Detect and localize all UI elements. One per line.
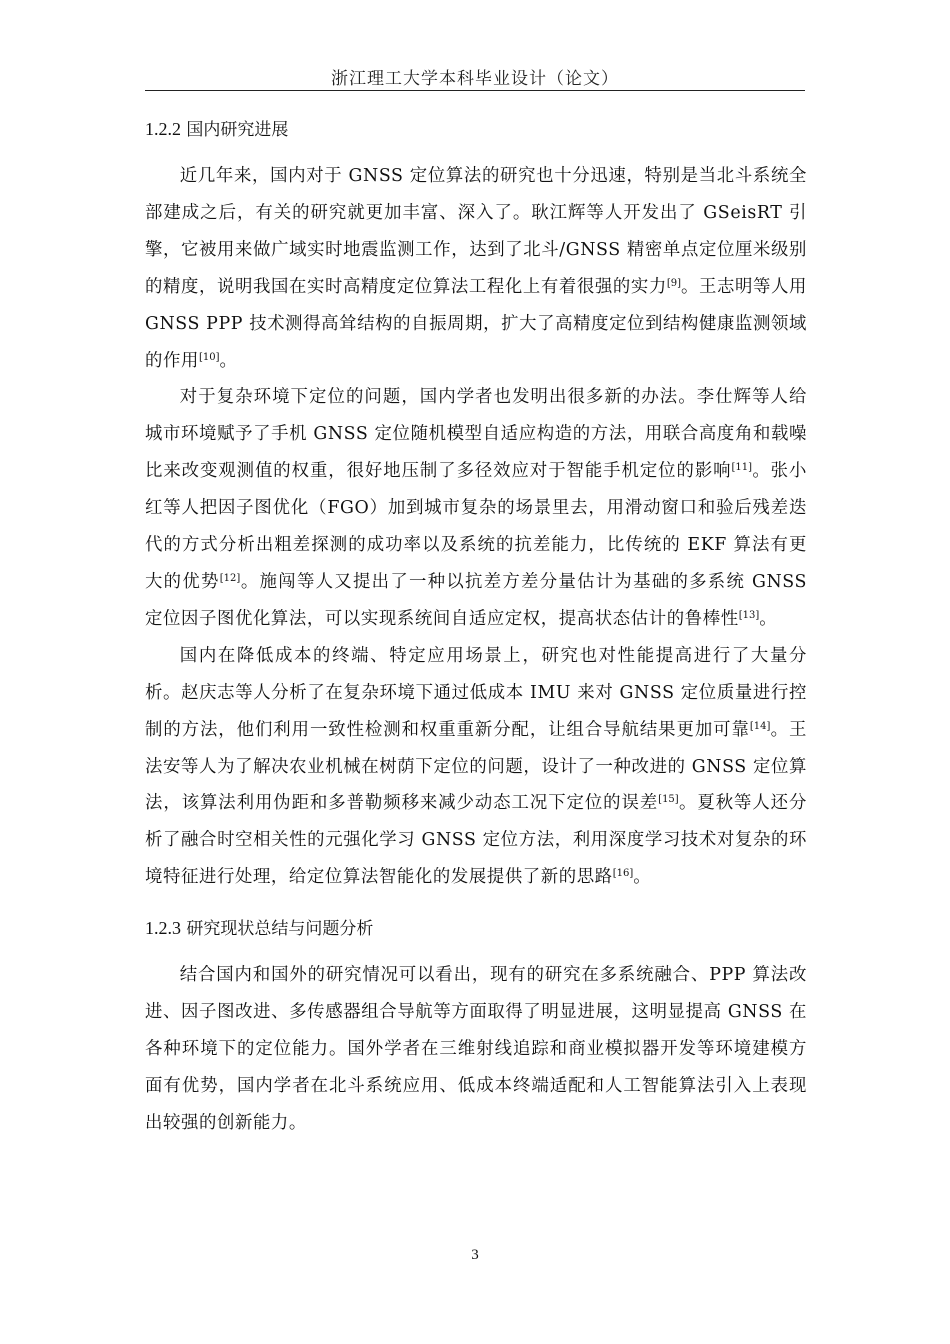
paragraph-text: 。: [759, 608, 778, 629]
citation-ref: [9]: [666, 277, 682, 289]
paragraph-text: 。施闯等人又提出了一种以抗差方差分量估计为基础的多系统 GNSS 定位因子图优化算法，可以实现系统间自适应定权，提高状态估计的鲁棒性: [145, 571, 807, 629]
paragraph-text: 。: [219, 350, 238, 371]
paragraph-text: 结合国内和国外的研究情况可以看出，现有的研究在多系统融合、PPP 算法改进、因子图改进、多传感器组合导航等方面取得了明显进展，这明显提高 GNSS 在各种环境下的定位能力。国外学者在三维射线追踪和商业模拟器开发等环境建模方面有优势，国内学者在北斗系统应用、低成本终端适配和人工智能算法引入上表现出较强的创新能力。: [145, 965, 807, 1133]
paragraph-text: 。夏秋等人还分析了融合时空相关性的元强化学习 GNSS 定位方法，利用深度学习技术对复杂的环境特征进行处理，给定位算法智能化的发展提供了新的思路: [145, 793, 807, 888]
paragraph-text: 对于复杂环境下定位的问题，国内学者也发明出很多新的办法。李仕辉等人给城市环境赋予了手机 GNSS 定位随机模型自适应构造的方法，用联合高度角和载噪比来改变观测值的权重，很好地压制了多径效应对于智能手机定位的影响: [145, 387, 807, 482]
section-number: 1.2.3: [145, 918, 181, 939]
citation-ref: [10]: [198, 351, 220, 363]
section-title: 研究现状总结与问题分析: [186, 919, 374, 940]
section-title: 国内研究进展: [186, 120, 289, 140]
citation-ref: [13]: [738, 609, 760, 621]
page-number: 3: [471, 1247, 479, 1263]
paragraph-text: 近几年来，国内对于 GNSS 定位算法的研究也十分迅速，特别是当北斗系统全部建成之后，有关的研究就更加丰富、深入了。耿江辉等人开发出了 GSeisRT 引擎，它被用来做广域实时地震监测工作，达到了北斗/GNSS 精密单点定位厘米级别的精度，说明我国在实时高精度定位算法工程化上有着很强的实力: [145, 166, 807, 297]
paragraph-text: 国内在降低成本的终端、特定应用场景上，研究也对性能提高进行了大量分析。赵庆志等人分析了在复杂环境下通过低成本 IMU 来对 GNSS 定位质量进行控制的方法，他们利用一致性检测和权重重新分配，让组合导航结果更加可靠: [145, 645, 807, 740]
section-heading-1-2-3: [145, 911, 807, 946]
page-header-title: 浙江理工大学本科毕业设计（论文）: [331, 69, 619, 89]
paragraph-text: 。张小红等人把因子图优化（FGO）加到城市复杂的场景里去，用滑动窗口和验后残差迭代的方式分析出粗差探测的成功率以及系统的抗差能力，比传统的 EKF 算法有更大的优势: [145, 461, 807, 592]
citation-ref: [16]: [612, 868, 634, 880]
citation-ref: [14]: [749, 720, 771, 732]
paragraph: [145, 638, 807, 896]
document-body: [145, 112, 807, 1142]
paragraph-text: 。王志明等人用 GNSS PPP 技术测得高耸结构的自振周期，扩大了高精度定位到结构健康监测领域的作用: [145, 276, 807, 371]
paragraph: [145, 379, 807, 637]
header-divider: [145, 90, 805, 91]
section-number: 1.2.2: [145, 119, 181, 139]
paragraph-text: 。王法安等人为了解决农业机械在树荫下定位的问题，设计了一种改进的 GNSS 定位算法，该算法利用伪距和多普勒频移来减少动态工况下定位的误差: [145, 719, 807, 814]
section-heading-1-2-2: [145, 112, 807, 147]
citation-ref: [15]: [658, 794, 679, 806]
citation-ref: [11]: [731, 462, 753, 474]
citation-ref: [12]: [219, 572, 241, 584]
paragraph: [145, 957, 807, 1142]
paragraph-text: 。: [633, 867, 652, 888]
paragraph: [145, 158, 807, 379]
